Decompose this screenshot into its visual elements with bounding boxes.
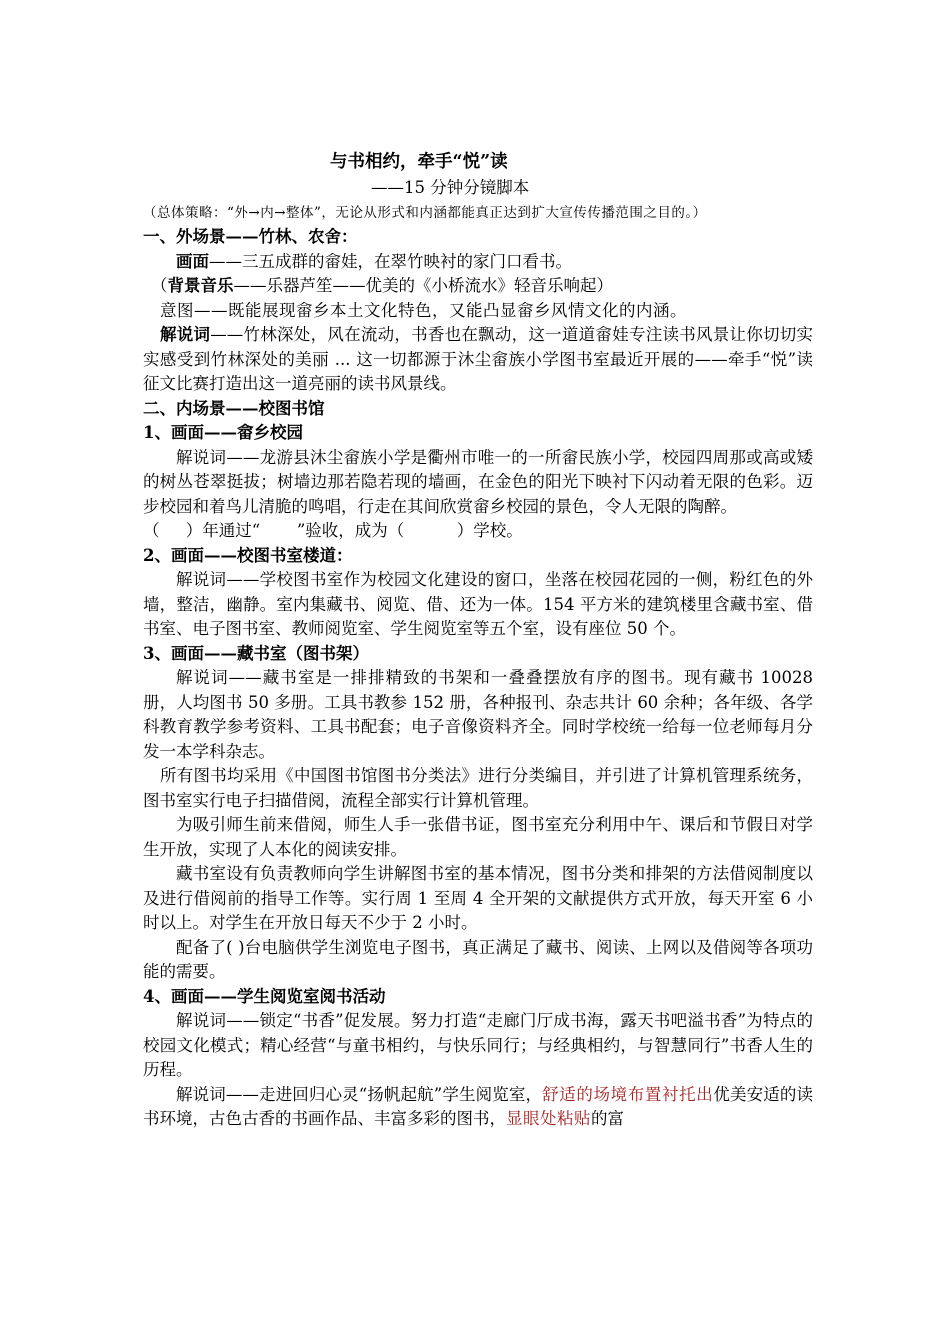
section1-music xyxy=(143,274,813,299)
sub3-paragraph-1: 解说词——藏书室是一排排精致的书架和一叠叠摆放有序的图书。现有藏书 10028 册，人均图书 50 多册。工具书教参 152 册，各种报刊、杂志共计 60 余种；各年级、各学科教育教学参考资料、工具书配套；电子音像资料齐全。同时学校统一给每一位老师每月分发一本学科杂志。 xyxy=(143,668,813,761)
highlight-text-2: 显眼处粘贴 xyxy=(506,1109,591,1128)
narration-text: ——竹林深处，风在流动，书香也在飘动，这一道道畲娃专注读书风景让你切切实实感受到竹林深处的美丽 ... 这一切都源于沐尘畲族小学图书室最近开展的——牵手“悦”读征文比赛打造出这一道亮丽的读书风景线。 xyxy=(143,325,814,393)
sub1-fill-blank: （ ）年通过“ ”验收，成为（ ）学校。 xyxy=(143,521,523,540)
narration-label: 解说词 xyxy=(160,325,211,344)
music-label: 背景音乐 xyxy=(167,276,234,295)
sub3-paragraph-4: 藏书室设有负责教师向学生讲解图书室的基本情况，图书分类和排架的方法借阅制度以及进行借阅前的指导工作等。实行周 1 至周 4 全开架的文献提供方式开放，每天开室 6 小时以上。对学生在开放日每天不少于 2 小时。 xyxy=(143,864,813,932)
sub1-heading: 1、画面——畲乡校园 xyxy=(143,423,303,442)
section1-scene xyxy=(143,250,813,275)
scene-text: ——三五成群的畲娃，在翠竹映衬的家门口看书。 xyxy=(209,251,572,271)
sub2-heading: 2、画面——校图书室楼道： xyxy=(143,545,353,565)
music-open: （ xyxy=(151,276,168,295)
document-title: 与书相约，牵手“悦”读 xyxy=(330,152,508,172)
sub4-paragraph-1: 解说词——锁定“书香”促发展。努力打造“走廊门厅成书海，露天书吧溢书香”为特点的校园文化模式；精心经营“与童书相约，与快乐同行；与经典相约，与智慧同行”书香人生的历程。 xyxy=(143,1011,813,1079)
sub4-heading: 4、画面——学生阅览室阅书活动 xyxy=(143,986,386,1006)
sub3-paragraph-3: 为吸引师生前来借阅，师生人手一张借书证，图书室充分利用中午、课后和节假日对学生开放，实现了人本化的阅读安排。 xyxy=(143,815,813,859)
section2-heading: 二、内场景——校图书馆 xyxy=(143,398,325,418)
sub4-text-b: 优美安适的读书环境，古色古香的书画作品、丰富多彩的图书， xyxy=(143,1084,813,1128)
sub3-paragraph-2: 所有图书均采用《中国图书馆图书分类法》进行分类编目，并引进了计算机管理系统务，图书室实行电子扫描借阅，流程全部实行计算机管理。 xyxy=(143,766,813,810)
document-body xyxy=(143,150,813,1132)
strategy-note: （总体策略：“外→内→整体”，无论从形式和内涵都能真正达到扩大宣传传播范围之目的。） xyxy=(143,205,707,221)
music-text: ——乐器芦笙——优美的《小桥流水》轻音乐响起） xyxy=(233,276,613,295)
scene-label: 画面 xyxy=(176,251,209,271)
highlight-text-1: 舒适的场境布置衬托出 xyxy=(542,1084,714,1104)
section1-narration xyxy=(143,323,813,397)
sub3-paragraph-5: 配备了( )台电脑供学生浏览电子图书，真正满足了藏书、阅读、上网以及借阅等各项功能的需要。 xyxy=(143,937,813,981)
section1-heading: 一、外场景——竹林、农舍： xyxy=(143,227,358,246)
sub4-paragraph-2 xyxy=(143,1083,813,1132)
document-subtitle: ——15 分钟分镜脚本 xyxy=(371,178,530,197)
sub2-text: 解说词——学校图书室作为校园文化建设的窗口，坐落在校园花园的一侧，粉红色的外墙，整洁，幽静。室内集藏书、阅览、借、还为一体。154 平方米的建筑楼里含藏书室、借书室、电子图书室、教师阅览室、学生阅览室等五个室，设有座位 50 个。 xyxy=(143,570,813,638)
sub4-text-c: 的富 xyxy=(591,1109,624,1128)
section1-intent: 意图——既能展现畲乡本土文化特色，又能凸显畲乡风情文化的内涵。 xyxy=(160,300,687,320)
sub3-heading: 3、画面——藏书室（图书架） xyxy=(143,643,369,663)
sub1-text: 解说词——龙游县沐尘畲族小学是衢州市唯一的一所畲民族小学，校园四周那或高或矮的树丛苍翠挺拔；树墙边那若隐若现的墙画，在金色的阳光下映衬下闪动着无限的色彩。迈步校园和着鸟儿清脆的鸣唱，行走在其间欣赏畲乡校园的景色，令人无限的陶醉。 xyxy=(143,447,813,516)
sub4-text-a: 解说词——走进回归心灵“扬帆起航”学生阅览室， xyxy=(176,1084,543,1104)
